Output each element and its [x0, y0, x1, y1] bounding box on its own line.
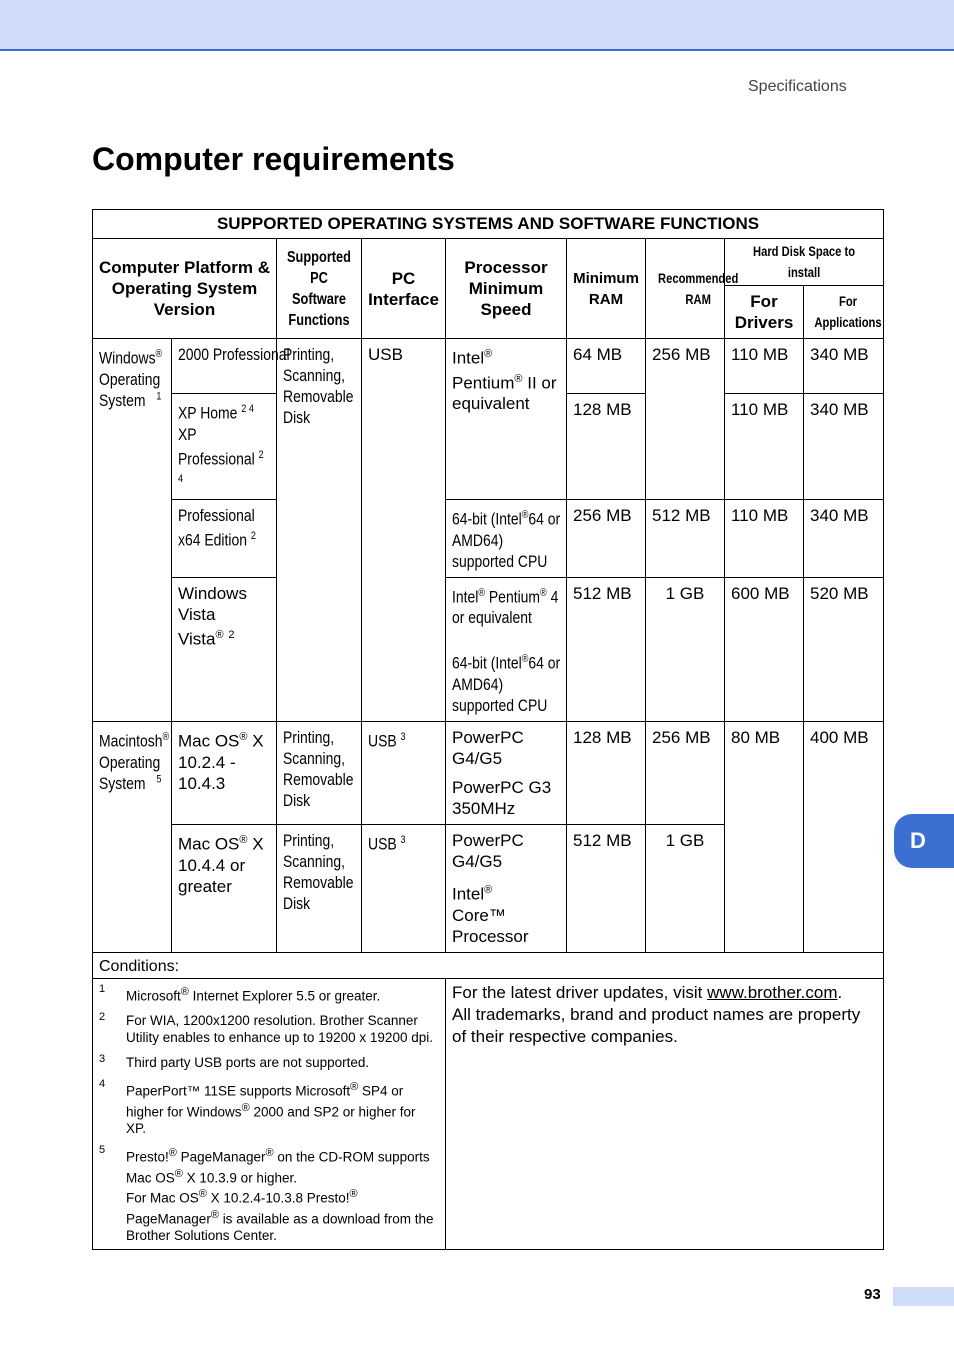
mac-version-2: Mac OS® X 10.4.4 or greater	[172, 824, 277, 952]
win-processor-3: Intel® Pentium® 4 or equivalent 64-bit (Intel®64 or AMD64) supported CPU	[446, 577, 567, 721]
win-r1-min: 64 MB	[567, 339, 646, 394]
running-head: Specifications	[748, 78, 847, 95]
header-functions: Supported PC Software Functions	[277, 239, 362, 339]
mac-os-cell: Macintosh® Operating System $^5$	[93, 721, 172, 952]
footnote-5: 5 Presto!® PageManager® on the CD-ROM supports Mac OS® X 10.3.9 or higher. For Mac OS® X 10.2.4-10.3.8 Presto!® PageManager® is available as a download from the Brother Solutions Center.	[99, 1144, 434, 1244]
win-r2-drv: 110 MB	[725, 394, 804, 500]
mac-r1-min: 128 MB	[567, 721, 646, 824]
page-number: 93	[864, 1286, 881, 1303]
win-r3-min: 256 MB	[567, 499, 646, 577]
section-tab: D	[894, 814, 954, 868]
mac-app: 400 MB	[804, 721, 884, 952]
win-processor-2: 64-bit (Intel®64 or AMD64) supported CPU	[446, 499, 567, 577]
header-processor: Processor Minimum Speed	[446, 239, 567, 339]
win-r3-rec: 512 MB	[646, 499, 725, 577]
win-version-xp: XP Home $^{2 4}$ XP Professional $^{2 4}$	[172, 394, 277, 500]
header-interface: PC Interface	[362, 239, 446, 339]
win-r3-app: 340 MB	[804, 499, 884, 577]
mac-r2-rec: 1 GB	[646, 824, 725, 952]
header-hdd: Hard Disk Space to install	[725, 239, 884, 286]
win-version-vista: Windows Vista Vista® $^2$	[172, 577, 277, 721]
win-r4-min: 512 MB	[567, 577, 646, 721]
mac-functions-1: Printing, Scanning, Removable Disk	[277, 721, 362, 824]
footnote-3: 3 Third party USB ports are not supported.	[99, 1053, 370, 1071]
mac-r2-min: 512 MB	[567, 824, 646, 952]
win-r4-drv: 600 MB	[725, 577, 804, 721]
win-functions: Printing, Scanning, Removable Disk	[277, 339, 362, 722]
win-processor-1: Intel® Pentium® II or equivalent	[446, 339, 567, 500]
requirements-table	[92, 209, 884, 1250]
mac-interface-2: USB $^3$	[362, 824, 446, 952]
win-r1-app: 340 MB	[804, 339, 884, 394]
win-r1-rec: 256 MB	[646, 339, 725, 500]
win-r2-min: 128 MB	[567, 394, 646, 500]
header-drivers: For Drivers	[725, 286, 804, 339]
win-version-2000: 2000 Professional	[172, 339, 277, 394]
header-rec-ram: Recommended RAM	[646, 239, 725, 339]
footnote-1: 1 Microsoft® Internet Explorer 5.5 or greater.	[99, 982, 381, 1004]
info-box: For the latest driver updates, visit www.brother.com. All trademarks, brand and product names are property of their respective companies.	[446, 978, 884, 1250]
table-banner: SUPPORTED OPERATING SYSTEMS AND SOFTWARE FUNCTIONS	[93, 210, 884, 239]
header-min-ram: Minimum RAM	[567, 239, 646, 339]
mac-interface-1: USB $^3$	[362, 721, 446, 824]
windows-os-label: Windows® Operating System $^1$	[99, 348, 163, 410]
header-platform: Computer Platform & Operating System Version	[93, 239, 277, 339]
footnote-2: 2 For WIA, 1200x1200 resolution. Brother Scanner Utility enables to enhance up to 19200 x 19200 dpi.	[99, 1011, 433, 1046]
brother-link[interactable]: www.brother.com	[707, 982, 838, 1002]
conditions-label: Conditions:	[93, 952, 884, 978]
win-r4-app: 520 MB	[804, 577, 884, 721]
windows-os-cell	[93, 339, 172, 722]
header-apps: For Applications	[804, 286, 884, 339]
top-header-bar	[0, 0, 954, 51]
mac-r1-rec: 256 MB	[646, 721, 725, 824]
mac-processor-1: PowerPC G4/G5 PowerPC G3 350MHz	[446, 721, 567, 824]
page-number-bar	[893, 1287, 954, 1306]
win-interface: USB	[362, 339, 446, 722]
footnotes	[93, 978, 446, 1250]
mac-drv: 80 MB	[725, 721, 804, 952]
win-r2-app: 340 MB	[804, 394, 884, 500]
page-title: Computer requirements	[92, 141, 455, 177]
win-r3-drv: 110 MB	[725, 499, 804, 577]
win-r4-rec: 1 GB	[646, 577, 725, 721]
win-r1-drv: 110 MB	[725, 339, 804, 394]
win-version-x64: Professional x64 Edition $^2$	[172, 499, 277, 577]
mac-processor-2: PowerPC G4/G5 Intel® Core™ Processor	[446, 824, 567, 952]
footnote-4: 4 PaperPort™ 11SE supports Microsoft® SP4 or higher for Windows® 2000 and SP2 or higher for XP.	[99, 1078, 416, 1137]
mac-version-1: Mac OS® X 10.2.4 - 10.4.3	[172, 721, 277, 824]
mac-functions-2: Printing, Scanning, Removable Disk	[277, 824, 362, 952]
